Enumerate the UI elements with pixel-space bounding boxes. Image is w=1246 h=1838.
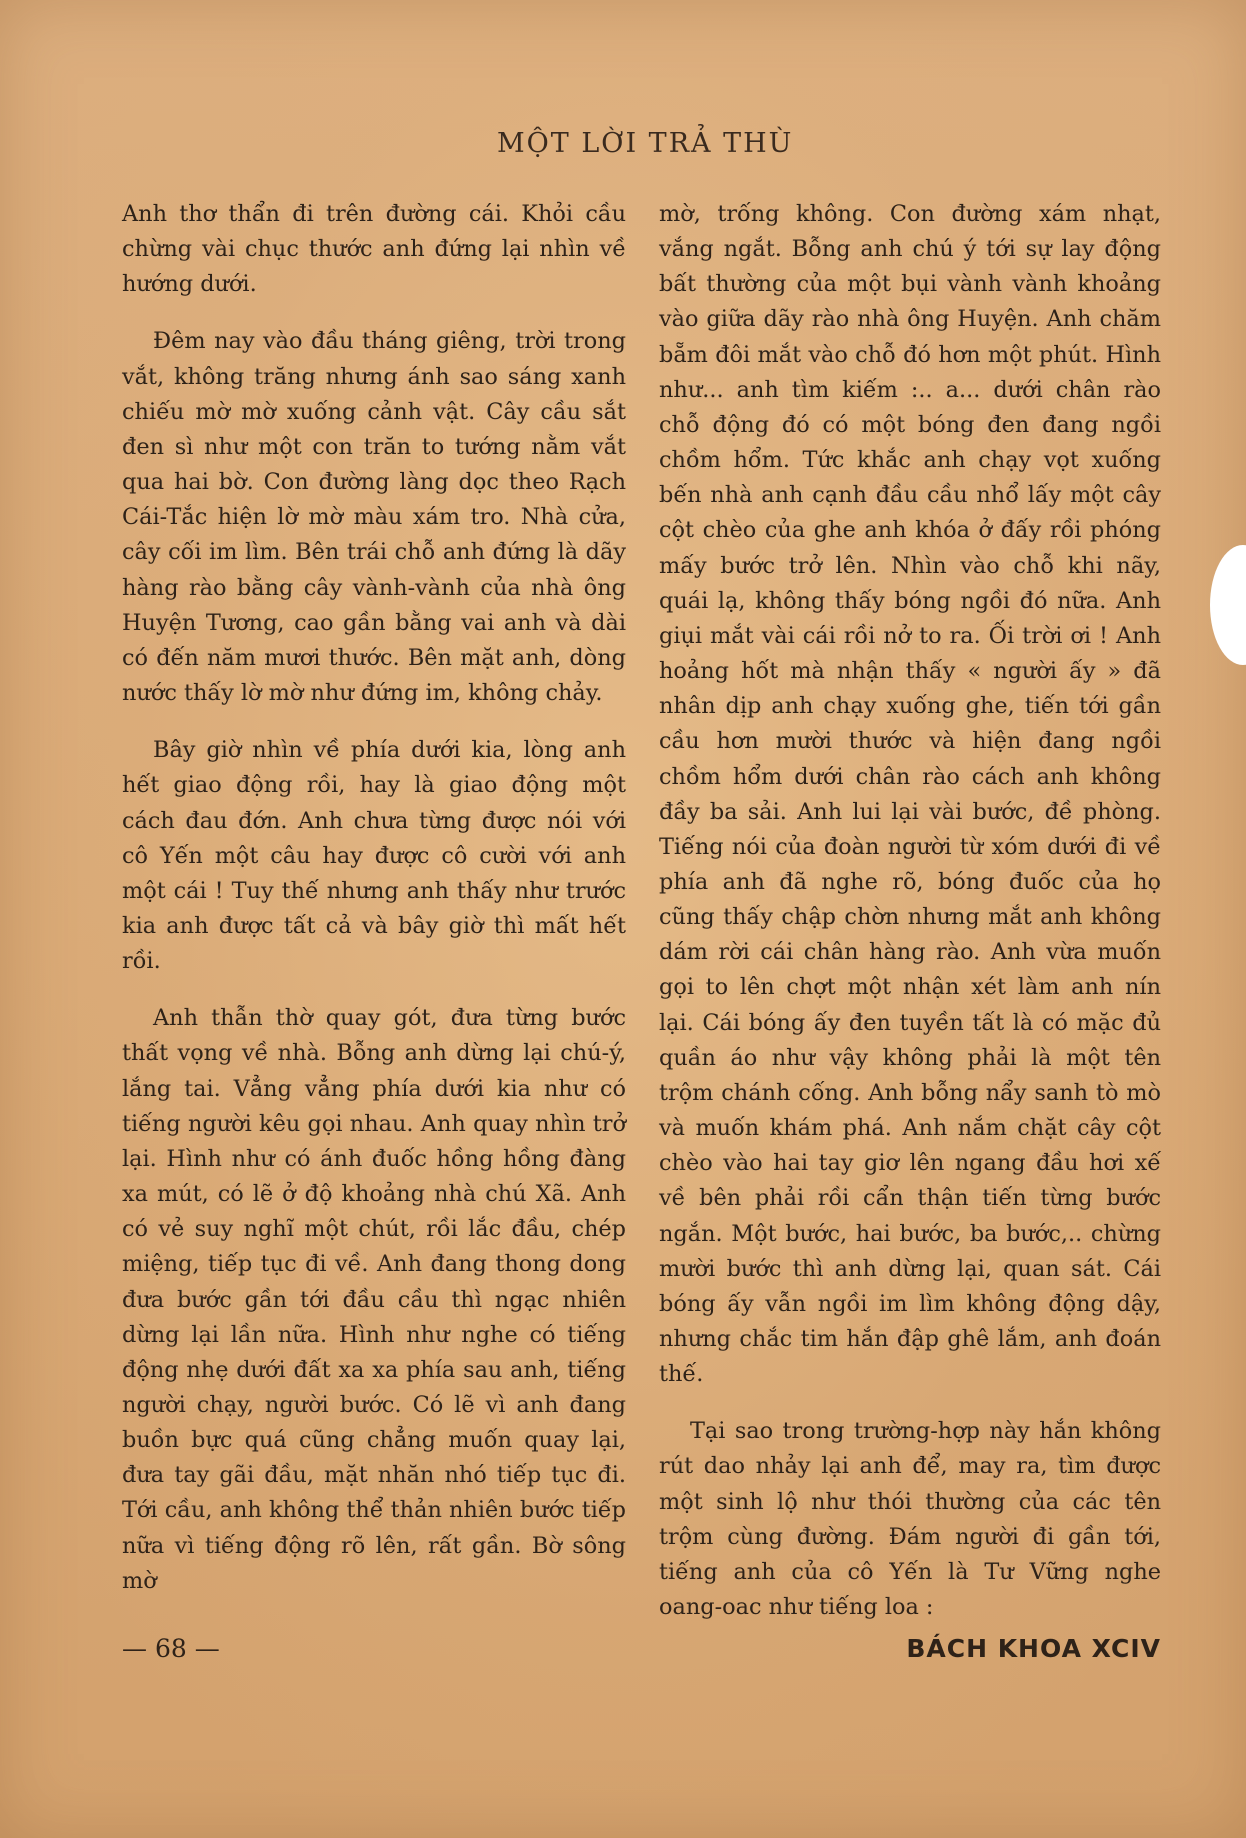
page-number: — 68 — (122, 1634, 220, 1663)
torn-page-edge (1210, 545, 1246, 665)
paragraph: Tại sao trong trường-hợp này hắn không rút dao nhảy lại anh để, may ra, tìm được một sinh lộ như thói thường của các tên trộm cùng đường. Đám người đi gần tới, tiếng anh của cô Yến là Tư Vững nghe oang-oac như tiếng loa : (659, 1418, 1161, 1621)
right-text-column (659, 197, 1161, 1625)
paragraph: Đêm nay vào đầu tháng giêng, trời trong vắt, không trăng nhưng ánh sao sáng xanh chiếu mờ mờ xuống cảnh vật. Cây cầu sắt đen sì như một con trăn to tướng nằm vắt qua hai bờ. Con đường làng dọc theo Rạch Cái-Tắc hiện lờ mờ màu xám tro. Nhà cửa, cây cối im lìm. Bên trái chỗ anh đứng là dãy hàng rào bằng cây vành-vành của nhà ông Huyện Tương, cao gần bằng vai anh và dài có đến năm mươi thước. Bên mặt anh, dòng nước thấy lờ mờ như đứng im, không chảy. (122, 328, 626, 707)
paragraph: Anh thẫn thờ quay gót, đưa từng bước thất vọng về nhà. Bỗng anh dừng lại chú-ý, lắng tai. Vẳng vẳng phía dưới kia như có tiếng người kêu gọi nhau. Anh quay nhìn trở lại. Hình như có ánh đuốc hồng hồng đàng xa mút, có lẽ ở độ khoảng nhà chú Xã. Anh có vẻ suy nghĩ một chút, rồi lắc đầu, chép miệng, tiếp tục đi về. Anh đang thong dong đưa bước gần tới đầu cầu thì ngạc nhiên dừng lại lần nữa. Hình như nghe có tiếng động nhẹ dưới đất xa xa phía sau anh, tiếng người chạy, người bước. Có lẽ vì anh đang buồn bực quá cũng chẳng muốn quay lại, đưa tay gãi đầu, mặt nhăn nhó tiếp tục đi. Tới cầu, anh không thể thản nhiên bước tiếp nữa vì tiếng động rõ lên, rất gần. Bờ sông mờ (122, 1005, 626, 1594)
magazine-issue: BÁCH KHOA XCIV (906, 1634, 1161, 1663)
left-text-column (122, 197, 626, 1599)
paragraph: Bây giờ nhìn về phía dưới kia, lòng anh hết giao động rồi, hay là giao động một cách đau đớn. Anh chưa từng được nói với cô Yến một câu hay được cô cười với anh một cái ! Tuy thế nhưng anh thấy như trước kia anh được tất cả và bây giờ thì mất hết rồi. (122, 737, 626, 975)
paragraph: mờ, trống không. Con đường xám nhạt, vắng ngắt. Bỗng anh chú ý tới sự lay động bất thường của một bụi vành vành khoảng vào giữa dãy rào nhà ông Huyện. Anh chăm bẵm đôi mắt vào chỗ đó hơn một phút. Hình như... anh tìm kiếm :.. a... dưới chân rào chỗ động đó có một bóng đen đang ngồi chồm hổm. Tức khắc anh chạy vọt xuống bến nhà anh cạnh đầu cầu nhổ lấy một cây cột chèo của ghe anh khóa ở đấy rồi phóng mấy bước trở lên. Nhìn vào chỗ khi nãy, quái lạ, không thấy bóng ngồi đó nữa. Anh giụi mắt vài cái rồi nở to ra. Ối trời ơi ! Anh hoảng hốt mà nhận thấy « người ấy » đã nhân dịp anh chạy xuống ghe, tiến tới gần cầu hơn mười thước và hiện đang ngồi chồm hổm dưới chân rào cách anh không đầy ba sải. Anh lui lại vài bước, đề phòng. Tiếng nói của đoàn người từ xóm dưới đi về phía anh đã nghe rõ, bóng đuốc của họ cũng thấy chập chờn nhưng mắt anh không dám rời cái chân hàng rào. Anh vừa muốn gọi to lên chợt một nhận xét làm anh nín lại. Cái bóng ấy đen tuyền tất là có mặc đủ quần áo như vậy không phải là một tên trộm chánh cống. Anh bỗng nẩy sanh tò mò và muốn khám phá. Anh nắm chặt cây cột chèo vào hai tay giơ lên ngang đầu hơi xế về bên phải rồi cẩn thận tiến từng bước ngắn. Một bước, hai bước, ba bước,.. chừng mười bước thì anh dừng lại, quan sát. Cái bóng ấy vẫn ngồi im lìm không động dậy, nhưng chắc tim hắn đập ghê lắm, anh đoán thế. (659, 201, 1161, 1388)
running-title: MỘT LỜI TRẢ THÙ (497, 128, 794, 159)
paragraph: Anh thơ thẩn đi trên đường cái. Khỏi cầu chừng vài chục thước anh đứng lại nhìn về hướng dưới. (122, 201, 626, 298)
